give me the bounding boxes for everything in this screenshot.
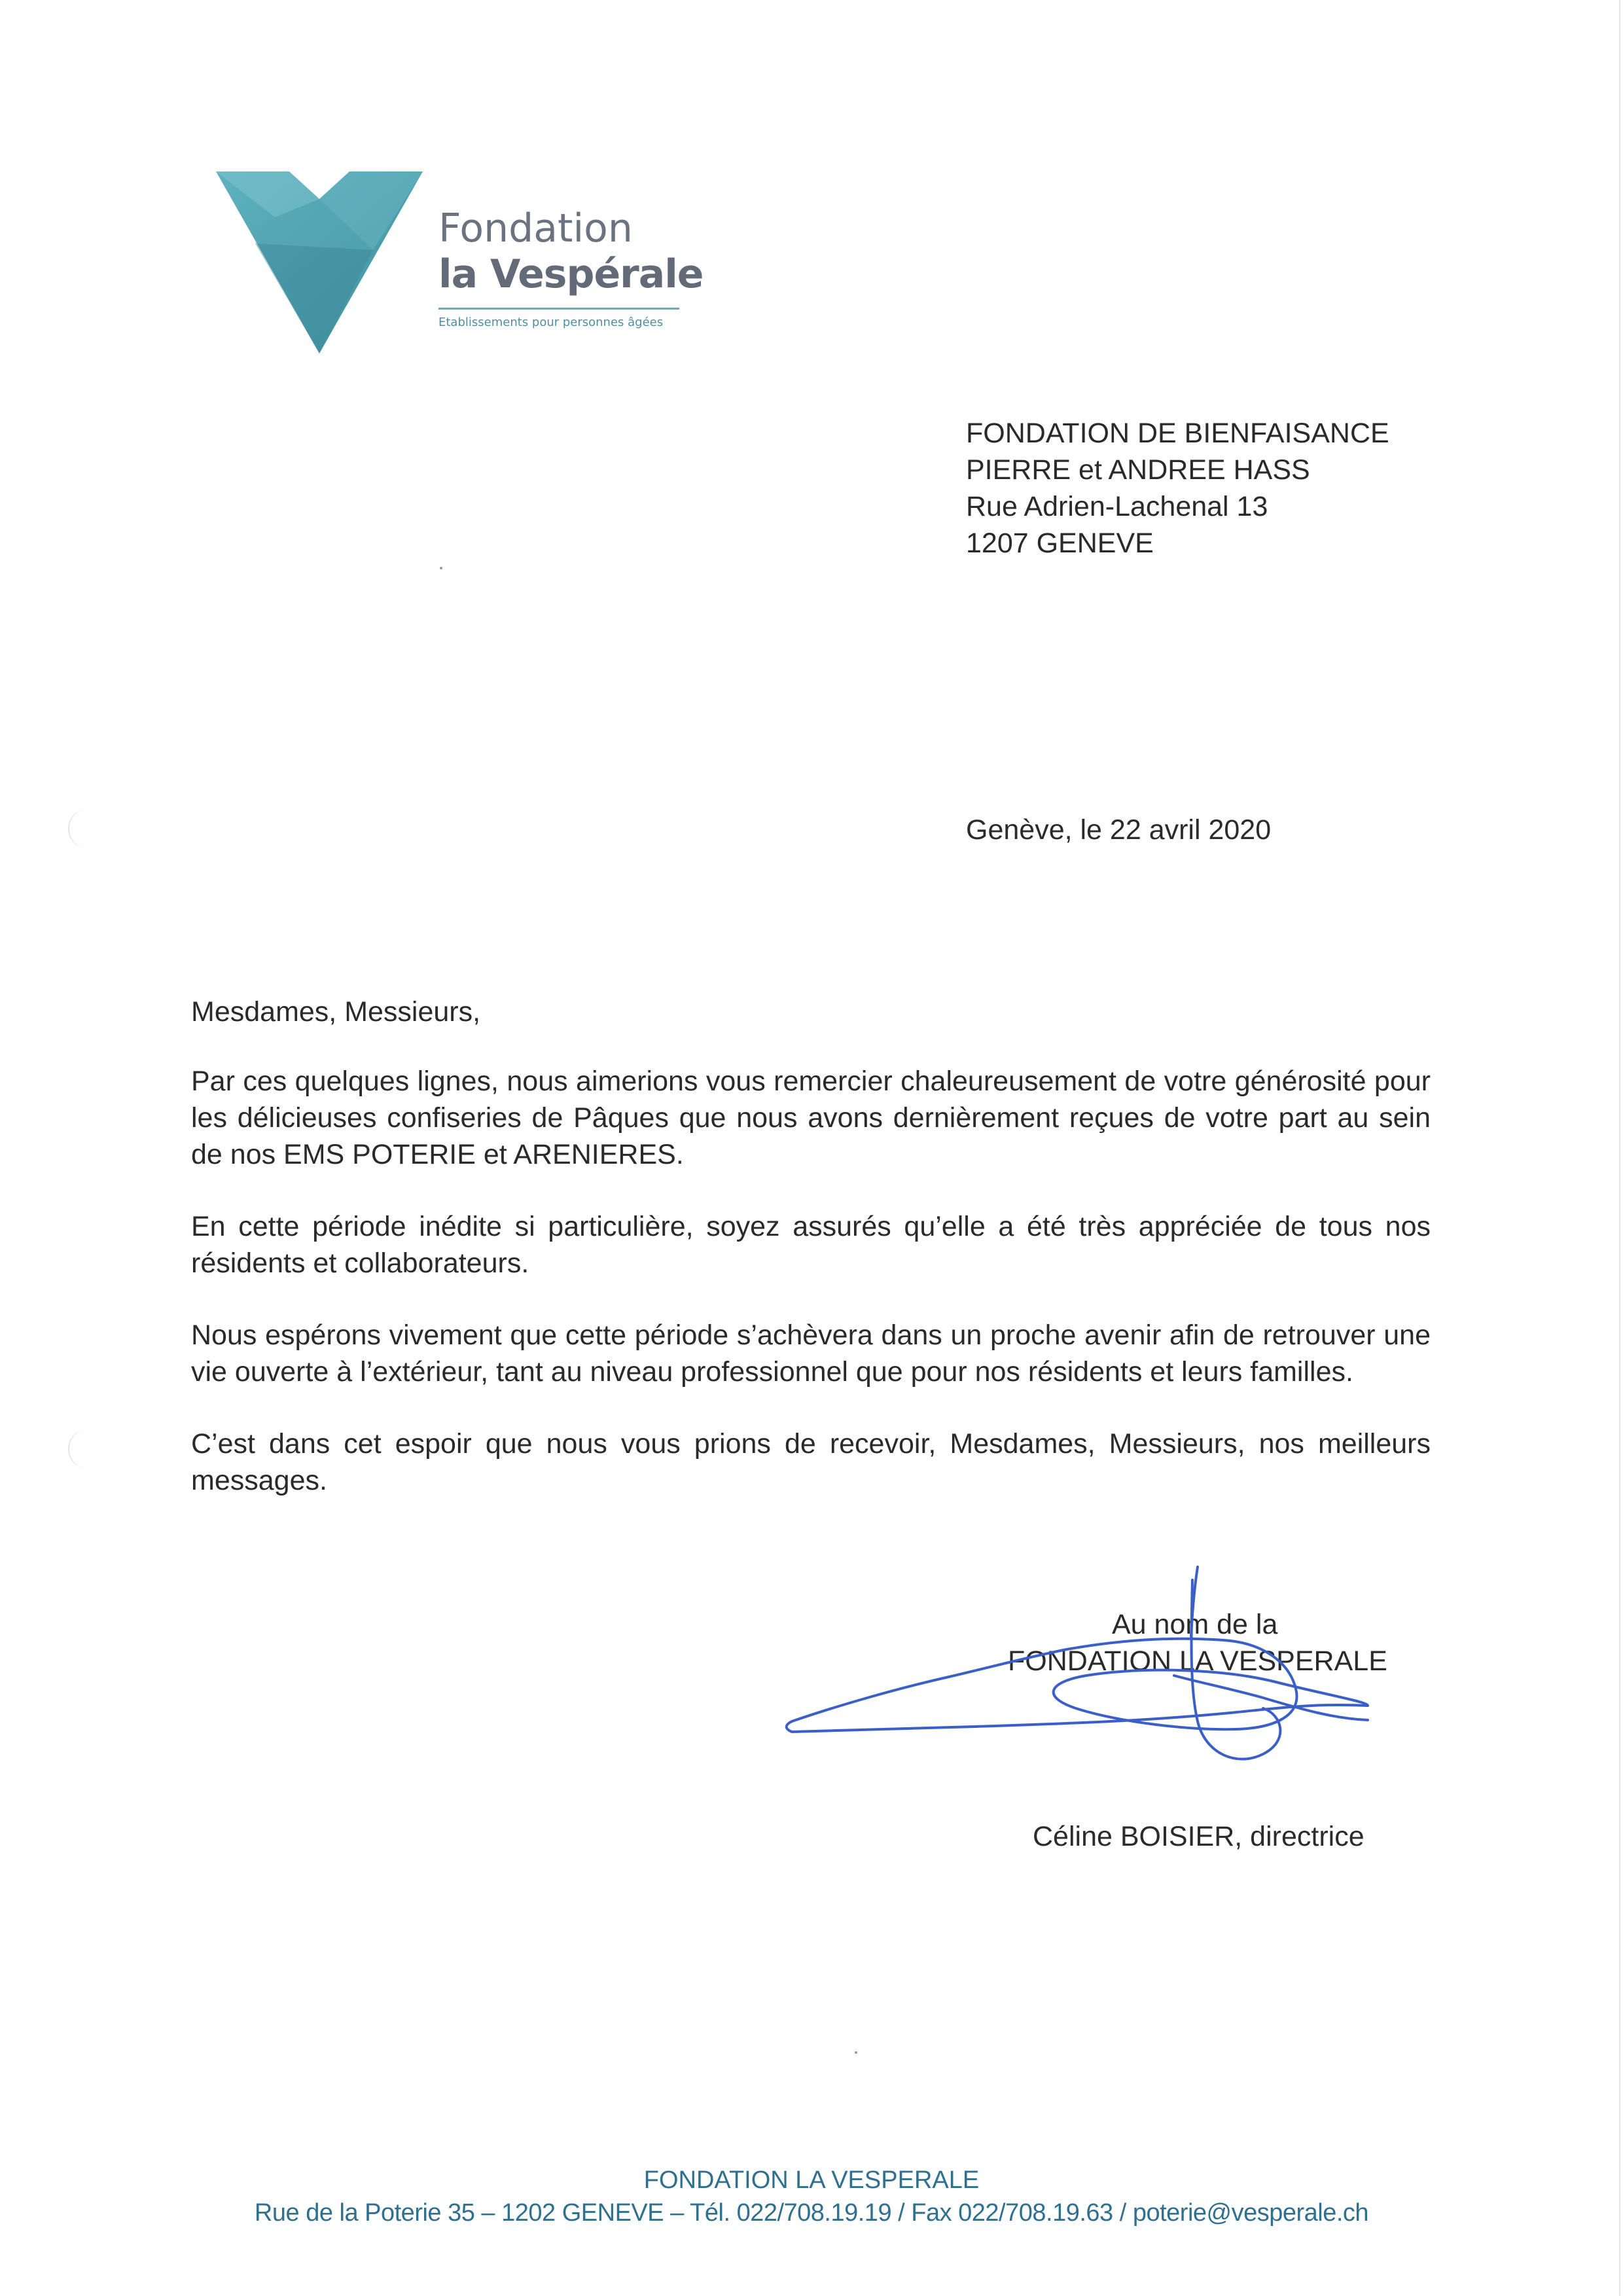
logo-wordmark-line2: la Vespérale xyxy=(438,251,704,297)
letterhead-logo xyxy=(216,171,704,361)
handwritten-signature xyxy=(779,1558,1394,1806)
page-edge xyxy=(1619,0,1620,2296)
footer-organization: FONDATION LA VESPERALE xyxy=(643,2166,980,2194)
recipient-line: 1207 GENEVE xyxy=(966,528,1154,559)
vesperale-logo-mark-icon xyxy=(216,171,423,355)
closing-line: Au nom de la xyxy=(1112,1609,1278,1640)
footer-contact-line: Rue de la Poterie 35 – 1202 GENEVE – Tél. 022/708.19.19 / Fax 022/708.19.63 / poterie@vesperale.ch xyxy=(254,2199,1369,2227)
punch-hole-mark xyxy=(68,809,98,848)
recipient-line: FONDATION DE BIENFAISANCE xyxy=(966,418,1389,449)
body-paragraph: En cette période inédite si particulière, soyez assurés qu’elle a été très appréciée de tous nos résidents et collaborateurs. xyxy=(191,1211,1431,1279)
punch-hole-mark xyxy=(68,1429,98,1469)
recipient-address xyxy=(966,415,1389,562)
scan-speck xyxy=(440,567,442,569)
recipient-line: Rue Adrien-Lachenal 13 xyxy=(966,491,1268,522)
letter-body xyxy=(191,994,1431,1534)
signer-name: Céline BOISIER, directrice xyxy=(1033,1821,1364,1852)
body-paragraph: Par ces quelques lignes, nous aimerions vous remercier chaleureusement de votre générosité pour les délicieuses confiseries de Pâques que nous avons dernièrement reçues de votre part au sein de nos EMS POTERIE et ARENIERES. xyxy=(191,1066,1431,1170)
closing-organization: FONDATION LA VESPERALE xyxy=(1008,1645,1387,1677)
salutation: Mesdames, Messieurs, xyxy=(191,996,481,1028)
letter-date: Genève, le 22 avril 2020 xyxy=(966,814,1272,846)
recipient-line: PIERRE et ANDREE HASS xyxy=(966,454,1310,486)
logo-wordmark-line1: Fondation xyxy=(438,206,633,251)
scan-speck xyxy=(855,2051,857,2054)
letter-footer xyxy=(0,2164,1623,2229)
body-paragraph: Nous espérons vivement que cette période s’achèvera dans un proche avenir afin de retrouver une vie ouverte à l’extérieur, tant au niveau professionnel que pour nos résidents et leurs familles. xyxy=(191,1319,1431,1388)
logo-divider xyxy=(438,308,679,310)
logo-tagline: Etablissements pour personnes âgées xyxy=(438,315,664,329)
body-paragraph: C’est dans cet espoir que nous vous prions de recevoir, Mesdames, Messieurs, nos meilleurs messages. xyxy=(191,1428,1431,1496)
